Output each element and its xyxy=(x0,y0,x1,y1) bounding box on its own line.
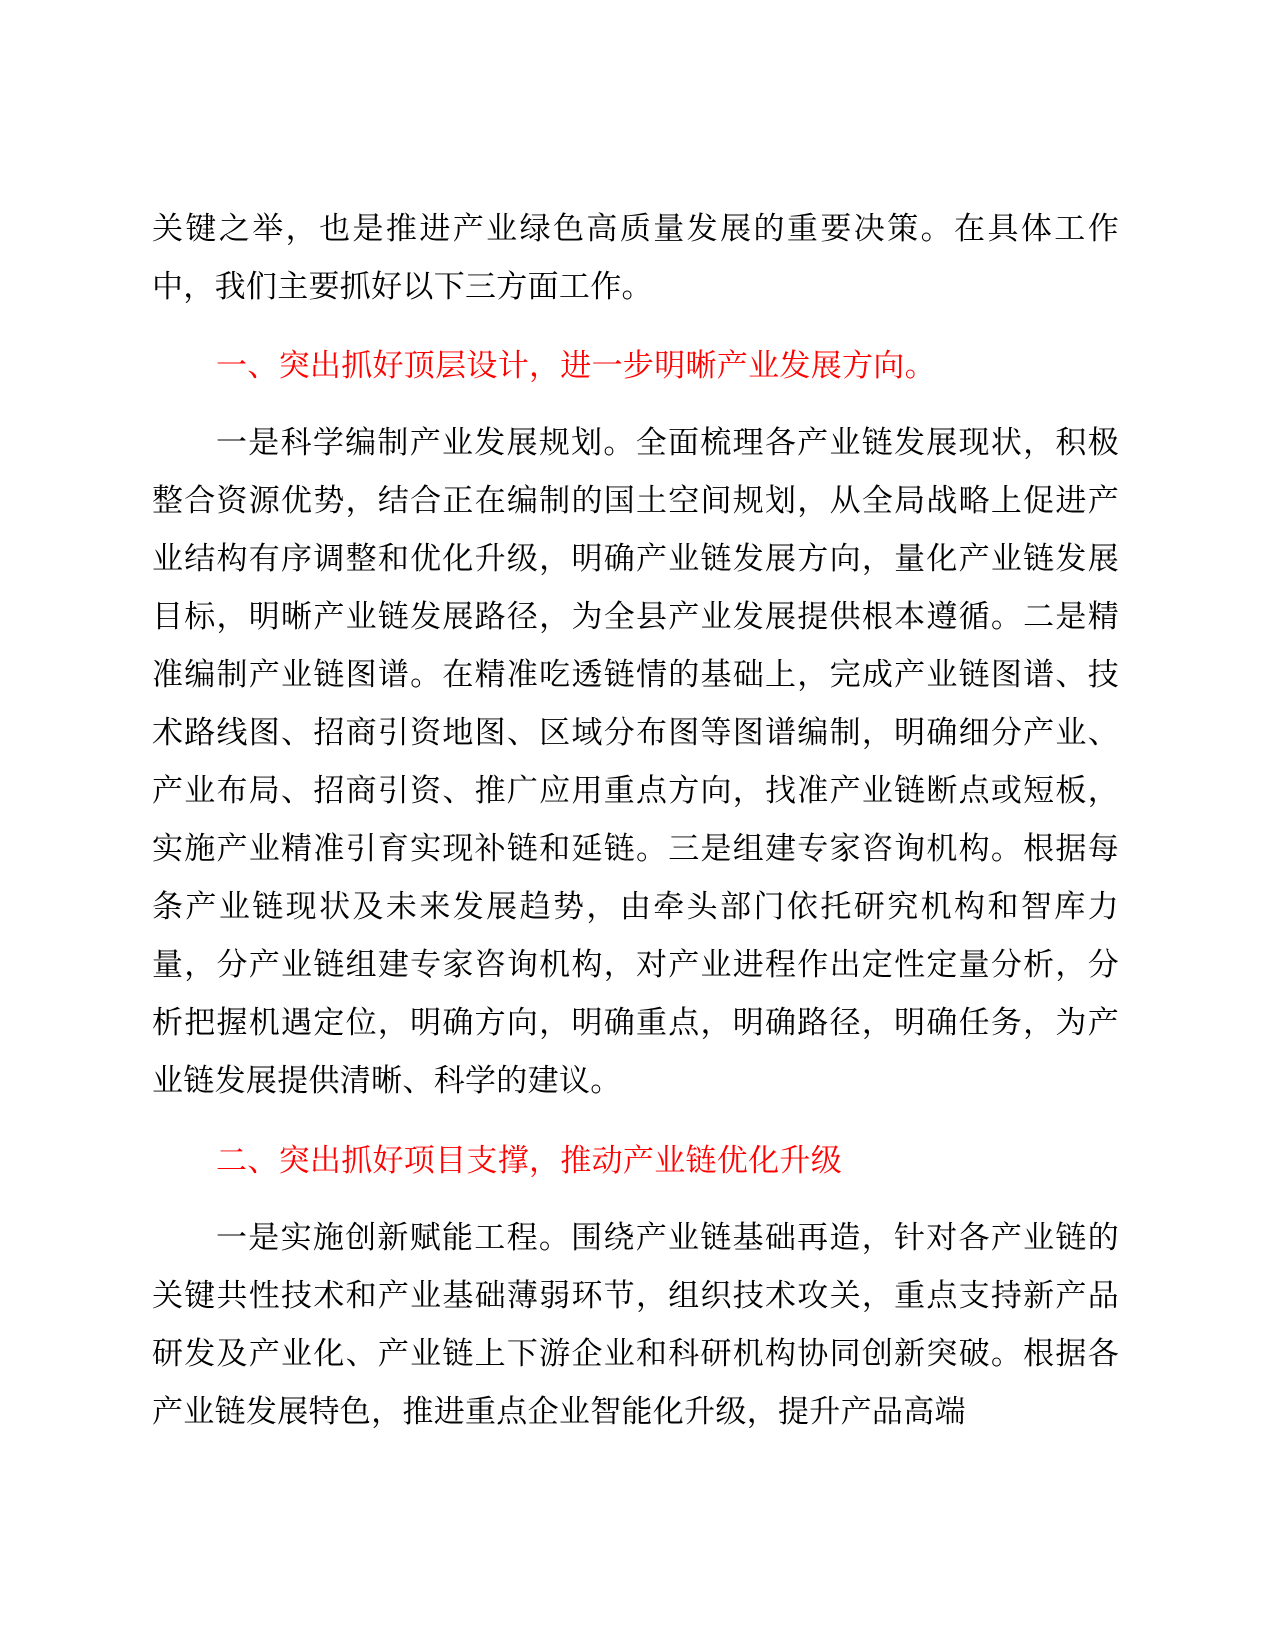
section-1-heading: 一、突出抓好顶层设计，进一步明晰产业发展方向。 xyxy=(216,348,936,384)
continuation-paragraph: 关键之举，也是推进产业绿色高质量发展的重要决策。在具体工作中，我们主要抓好以下三方面工作。 xyxy=(152,211,1119,305)
section-2-heading: 二、突出抓好项目支撑，推动产业链优化升级 xyxy=(216,1143,842,1179)
section-1-paragraph: 一是科学编制产业发展规划。全面梳理各产业链发展现状，积极整合资源优势，结合正在编制的国土空间规划，从全局战略上促进产业结构有序调整和优化升级，明确产业链发展方向，量化产业链发展目标，明晰产业链发展路径，为全县产业发展提供根本遵循。二是精准编制产业链图谱。在精准吃透链情的基础上，完成产业链图谱、技术路线图、招商引资地图、区域分布图等图谱编制，明确细分产业、产业布局、招商引资、推广应用重点方向，找准产业链断点或短板，实施产业精准引育实现补链和延链。三是组建专家咨询机构。根据每条产业链现状及未来发展趋势，由牵头部门依托研究机构和智库力量，分产业链组建专家咨询机构，对产业进程作出定性定量分析，分析把握机遇定位，明确方向，明确重点，明确路径，明确任务，为产业链发展提供清晰、科学的建议。 xyxy=(152,425,1119,1099)
section-2-paragraph: 一是实施创新赋能工程。围绕产业链基础再造，针对各产业链的关键共性技术和产业基础薄弱环节，组织技术攻关，重点支持新产品研发及产业化、产业链上下游企业和科研机构协同创新突破。根据各产业链发展特色，推进重点企业智能化升级，提升产品高端 xyxy=(152,1220,1119,1430)
